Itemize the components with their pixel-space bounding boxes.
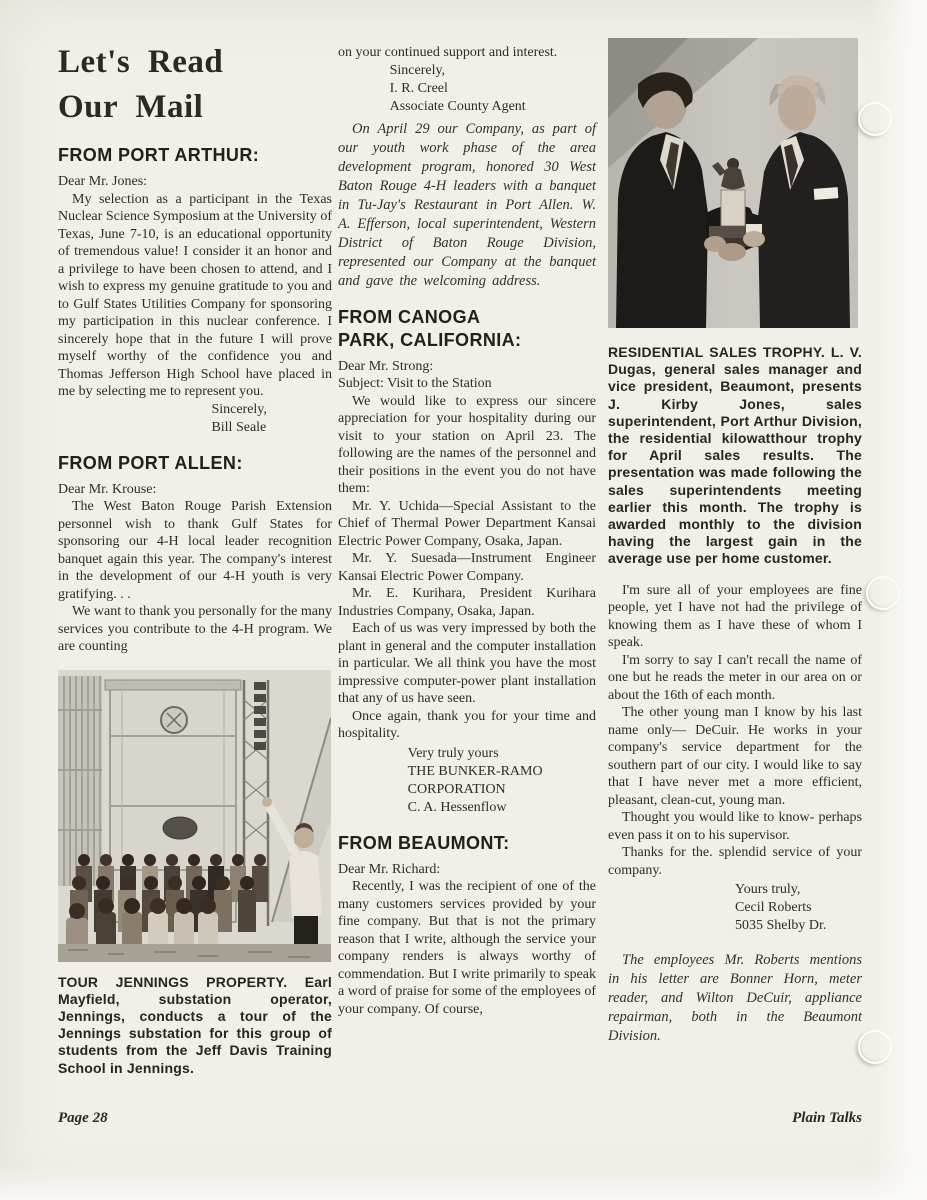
signature-line: Bill Seale [211,419,267,435]
letter-paragraph: Thought you would like to know- perhaps even pass it on to his supervisor. [608,810,862,843]
letter-paragraph: The West Baton Rouge Parish Extension personnel wish to thank Gulf States for sponsoring our 4-H local leader recognition banquet again this year. The company's interest in the development of our 4-H youth is very gratifying. . . [58,499,332,602]
letter-paragraph: The other young man I know by his last name only— DeCuir. He works in your company's service department for the southern part of our city. I would like to say that I have never met a more efficient, pleasant, clean-cut, young man. [608,705,862,808]
signature-line: CORPORATION [407,781,506,797]
section-heading-canoga-park: FROM CANOGA PARK, CALIFORNIA: [338,306,522,350]
signature-line: THE BUNKER-RAMO [407,763,543,779]
section-heading-port-allen: FROM PORT ALLEN: [58,452,243,473]
salutation-jones: Dear Mr. Jones: [58,174,148,189]
signature-line: 5035 Shelby Dr. [735,918,827,934]
jennings-substation-photo [58,670,332,962]
page-edge-highlight [0,1166,927,1200]
salutation-richard: Dear Mr. Richard: [338,861,441,877]
column-left [58,40,332,1077]
signature-line: C. A. Hessenflow [407,799,507,815]
page-edge-highlight [869,0,927,1200]
salutation-strong: Dear Mr. Strong: [338,358,434,374]
letter-paragraph: Once again, thank you for your time and hospitality. [338,708,596,741]
letter-paragraph: We want to thank you personally for the many services you contribute to the 4-H program. We are counting [58,604,332,654]
signature-block-roberts [735,881,862,935]
publication-name: Plain Talks [792,1110,862,1126]
column-right [608,38,862,1046]
column-middle [338,44,596,1018]
signature-line: Very truly yours [407,745,499,761]
letter-paragraph: Thanks for the. splendid service of your company. [608,845,862,878]
letter-paragraph: Mr. Y. Uchida—Special Assistant to the Chief of Thermal Power Department Kansai Electric Power Company, Osaka, Japan. [338,498,596,549]
photo-caption-trophy: RESIDENTIAL SALES TROPHY. L. V. Dugas, general sales manager and vice president, Beaumont, presents J. Kirby Jones, sales superintendent, Port Arthur Division, the residential kilowatthour trophy for April sales results. The presentation was made following the sales superintendents meeting earlier this month. The trophy is awarded monthly to the division having the largest gain in the average use per home customer. [608,344,862,567]
letter-paragraph: I'm sure all of your employees are fine people, yet I have not had the privilege of knowing them as I have these of whom I speak. [608,582,862,651]
letter-paragraph: I'm sorry to say I can't recall the name of one but he reads the meter in our area on or about the 16th of each month. [608,652,862,703]
salutation-krouse: Dear Mr. Krouse: [58,481,157,497]
letter-paragraph: Mr. E. Kurihara, President Kurihara Industries Company, Osaka, Japan. [338,586,596,619]
letter-paragraph: Recently, I was the recipient of one of the many customers services provided by your fine company. But that is not the primary reason that I write, although the service your company renders is always worthy of commendation. But I write primarily to speak a word of praise for some of the employees of your company. Of course, [338,879,596,1017]
signature-block-seale [211,401,332,437]
section-heading-port-arthur: FROM PORT ARTHUR: [58,145,260,165]
page-number: Page 28 [58,1110,108,1126]
editor-note: The employees Mr. Roberts mentions in his letter are Bonner Horn, meter reader, and Wilton DeCuir, appliance repairman, both in the Beaumont Division. [608,952,862,1045]
signature-line: Cecil Roberts [735,900,812,916]
residential-sales-trophy-photo [608,38,862,328]
signature-line: Yours truly, [735,882,801,898]
section-heading-beaumont: FROM BEAUMONT: [338,832,510,853]
letter-paragraph: Mr. Y. Suesada—Instrument Engineer Kansai Electric Power Company. [338,551,596,584]
signature-line: Associate County Agent [389,98,526,114]
subject-line: Subject: Visit to the Station [338,376,492,391]
page-title-line2: Our Mail [58,89,204,125]
page-title-line1: Let's Read [58,44,224,80]
signature-line: Sincerely, [211,401,267,417]
letter-continuation: on your continued support and interest. [338,45,558,60]
letter-paragraph: My selection as a participant in the Texas Nuclear Science Symposium at the University of Texas, June 7-10, is an educational opportunity of tremendous value! I consider it an honor and a privilege to have been chosen to attend, and I wish to express my genuine gratitude to you and to Gulf States Utilities Company for sponsoring my participation in this nuclear conference. I sincerely hope that in the future I will prove myself worthy of the confidence you and Thomas Jefferson High School have placed in me by selecting me to represent you. [58,191,332,399]
editor-note: On April 29 our Company, as part of our youth work phase of the area development program, honored 30 West Baton Rouge 4-H leaders with a banquet in Tu-Jay's Restaurant in Port Allen. W. A. Efferson, local superintendent, Western District of Baton Rouge Division, represented our Company at the banquet and gave the welcoming address. [338,120,596,289]
signature-block-bunker-ramo [408,745,596,817]
signature-block-creel [390,62,596,116]
signature-line: I. R. Creel [389,80,448,96]
letter-paragraph: Each of us was very impressed by both the plant in general and the computer installation in particular. We all think you have the most impressive computer-power plant installation that any of us have seen. [338,621,596,706]
letter-paragraph: We would like to express our sincere appreciation for your hospitality during our visit to your station on April 23. The following are the names of the personnel and their positions in the event you do not have them: [338,393,596,496]
signature-line: Sincerely, [389,62,446,78]
photo-caption-jennings: TOUR JENNINGS PROPERTY. Earl Mayfield, substation operator, Jennings, conducts a tour of the Jennings substation for this group of students from the Jeff Davis Training School in Jennings. [58,973,332,1076]
page-title [58,40,332,130]
